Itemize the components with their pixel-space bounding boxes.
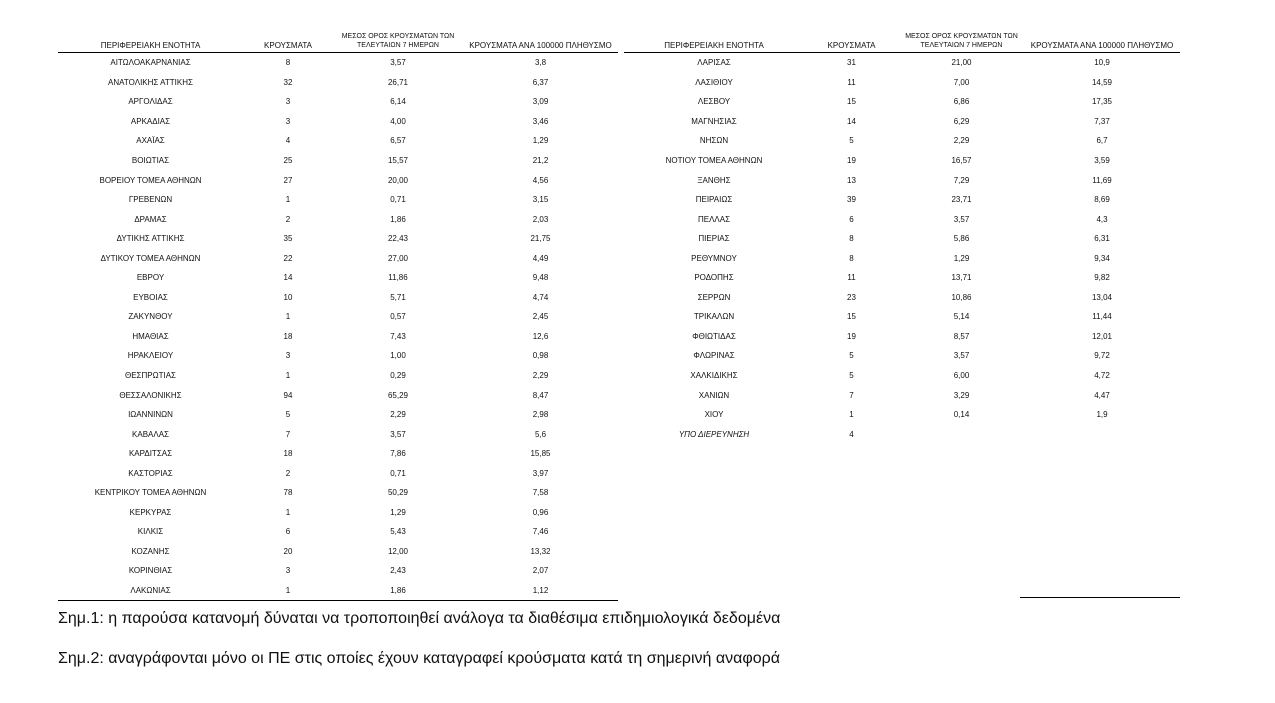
cell-region: ΣΕΡΡΩΝ [697,292,731,302]
cell-region: ΑΡΓΟΛΙΔΑΣ [128,97,173,107]
cell-avg-7days: 13,71 [951,273,972,283]
cell-cases: 5 [849,136,854,146]
cell-region: ΚΟΡΙΝΘΙΑΣ [128,566,173,576]
cell-region: ΤΡΙΚΑΛΩΝ [693,312,735,322]
cell-avg-7days: 3,57 [953,214,970,224]
cell-avg-7days: 21,00 [951,58,972,68]
cell-per-100k: 6,37 [532,77,549,87]
cell-cases: 15 [847,97,856,107]
cell-cases: 31 [847,58,856,68]
cell-cases: 78 [283,488,293,498]
cell-region: ΚΕΡΚΥΡΑΣ [129,507,172,517]
table-row [58,444,618,464]
header-avg-7days [899,26,1024,53]
cell-per-100k: 4,74 [532,292,549,302]
cell-cases: 19 [847,156,856,165]
cell-avg-7days: 7,86 [390,449,406,459]
cell-avg-7days: 6,14 [390,97,406,107]
header-avg-line2: ΤΕΛΕΥΤΑΙΩΝ 7 ΗΜΕΡΩΝ [357,42,439,49]
cell-per-100k: 7,46 [532,527,549,537]
cell-avg-7days: 65,29 [387,390,409,400]
cell-per-100k: 2,98 [532,410,549,420]
cell-cases: 4 [849,429,854,439]
cell-cases: 3 [285,116,291,126]
cell-region: ΛΑΚΩΝΙΑΣ [58,581,243,601]
cell-per-100k: 13,32 [530,546,551,556]
cell-region: ΛΑΣΙΘΙΟΥ [695,77,733,87]
cell-avg-7days: 3,29 [953,390,970,400]
cell-per-100k: 13,04 [1091,292,1113,302]
cell-avg-7days: 15,57 [387,156,409,165]
cell-per-100k: 6,7 [1096,136,1108,146]
cell-per-100k: 6,31 [1094,234,1110,244]
cell-per-100k: 8,69 [1094,195,1110,205]
cell-per-100k: 11,69 [1092,175,1112,185]
cell-cases: 14 [847,116,856,126]
cell-per-100k: 12,6 [532,331,549,341]
cell-cases: 2 [285,214,291,224]
cell-cases: 1 [849,410,854,420]
cell-avg-7days: 6,00 [953,371,970,381]
cell-per-100k: 1,29 [532,136,549,146]
cell-region: ΔΡΑΜΑΣ [134,214,167,224]
cell-region: ΘΕΣΣΑΛΟΝΙΚΗΣ [119,390,182,400]
cell-avg-7days: 6,29 [953,116,970,126]
table-row [624,346,1180,366]
cell-cases: 5 [285,410,291,420]
cell-cases: 7 [849,390,854,400]
cell-per-100k: 10,9 [1094,58,1110,68]
cell-avg-7days: 23,71 [951,195,972,205]
cell-avg-7days: 8,57 [953,331,970,341]
cell-avg-7days: 12,00 [387,546,409,556]
cell-per-100k: 3,97 [532,468,549,478]
cell-per-100k: 5,6 [534,429,547,439]
cell-region: ΦΘΙΩΤΙΔΑΣ [692,331,736,341]
cell-avg-7days: 20,00 [387,175,409,185]
cell-per-100k: 3,59 [1094,156,1110,165]
cell-avg-7days: 7,00 [953,77,970,87]
cell-region: ΞΑΝΘΗΣ [697,175,731,185]
cell-cases: 19 [847,331,856,341]
cell-cases: 14 [283,273,293,283]
table-row [58,151,618,171]
table-row [58,248,618,268]
cell-cases: 18 [283,449,293,459]
cell-per-100k: 9,82 [1094,273,1110,283]
cell-per-100k: 9,34 [1094,253,1110,263]
cell-avg-7days: 0,71 [390,195,406,205]
cell-cases: 11 [847,77,856,87]
cell-avg-7days: 7,43 [390,331,406,341]
cell-cases: 39 [847,195,856,205]
cell-per-100k: 12,01 [1091,331,1113,341]
cell-region: ΧΑΝΙΩΝ [698,390,730,400]
cell-per-100k: 21,75 [530,234,551,244]
cell-cases: 13 [847,175,856,185]
cell-per-100k: 3,09 [532,97,549,107]
cell-cases: 35 [283,234,293,244]
table-row [58,307,618,327]
table-row [624,170,1180,190]
table-row [58,542,618,562]
header-avg-line1: ΜΕΣΟΣ ΟΡΟΣ ΚΡΟΥΣΜΑΤΩΝ ΤΩΝ [341,33,455,40]
cell-avg-7days: 5,43 [390,527,406,537]
cell-avg-7days: 6,57 [390,136,406,146]
cell-avg-7days: 2,29 [390,410,406,420]
table-row [624,405,1180,425]
table-row [58,112,618,132]
cell-per-100k: 1,9 [1096,410,1108,420]
cell-per-100k: 3,15 [532,195,549,205]
cell-cases: 8 [849,253,854,263]
cell-cases: 32 [283,77,293,87]
cell-cases: 25 [283,156,293,165]
cell-cases: 6 [849,214,854,224]
cell-per-100k: 3,8 [534,58,547,68]
table-row [58,405,618,425]
table-row [624,229,1180,249]
cell-cases: 1 [285,312,291,322]
cell-region: ΝΟΤΙΟΥ ΤΟΜΕΑ ΑΘΗΝΩΝ [665,156,763,165]
table-row [624,268,1180,288]
cell-region: ΗΜΑΘΙΑΣ [132,331,169,341]
cell-region: ΦΛΩΡΙΝΑΣ [693,351,735,361]
cell-region: ΒΟΡΕΙΟΥ ΤΟΜΕΑ ΑΘΗΝΩΝ [99,175,202,185]
cell-avg-7days: 0,14 [953,410,970,420]
cell-per-100k: 2,07 [532,566,549,576]
cell-avg-7days: 26,71 [387,77,409,87]
cell-avg-7days: 3,57 [953,351,970,361]
cell-region: ΠΕΛΛΑΣ [697,214,731,224]
cell-region: ΒΟΙΩΤΙΑΣ [131,156,170,165]
cell-region: ΗΡΑΚΛΕΙΟΥ [127,351,174,361]
cell-region: ΙΩΑΝΝΙΝΩΝ [128,410,173,420]
cell-per-100k [1024,424,1180,444]
cell-per-100k: 0,96 [532,507,549,517]
cell-region: ΧΙΟΥ [704,410,724,420]
cell-avg-7days: 5,71 [390,292,406,302]
table-row [624,92,1180,112]
table-row [58,268,618,288]
cell-cases: 11 [847,273,856,283]
cell-region: ΚΑΡΔΙΤΣΑΣ [128,449,173,459]
cell-cases: 1 [285,507,291,517]
table-row [58,561,618,581]
cell-per-100k: 4,56 [532,175,549,185]
cell-cases: 18 [283,331,293,341]
table-header-row [58,26,618,53]
cell-cases: 1 [285,195,291,205]
header-region: ΠΕΡΙΦΕΡΕΙΑΚΗ ΕΝΟΤΗΤΑ [624,26,804,53]
cell-avg-7days [899,424,1024,444]
cell-per-100k: 2,29 [532,371,549,381]
cell-cases: 3 [285,97,291,107]
table-row [58,327,618,347]
cell-cases: 5 [849,371,854,381]
cell-per-100k: 7,58 [532,488,549,498]
note-1: Σημ.1: η παρούσα κατανομή δύναται να τροποποιηθεί ανάλογα τα διαθέσιμα επιδημιολογικά δεδομένα [58,610,781,627]
cell-per-100k: 9,72 [1094,351,1110,361]
cell-region: ΚΑΣΤΟΡΙΑΣ [128,468,173,478]
header-region: ΠΕΡΙΦΕΡΕΙΑΚΗ ΕΝΟΤΗΤΑ [58,26,243,53]
cell-avg-7days: 1,29 [390,507,406,517]
table-body-left [58,53,618,601]
cell-avg-7days: 7,29 [953,175,970,185]
table-row [58,522,618,542]
header-avg-7days [333,26,463,53]
table-row [58,209,618,229]
cell-region: ΕΥΒΟΙΑΣ [133,292,168,302]
header-cases: ΚΡΟΥΣΜΑΤΑ [804,26,899,53]
cell-per-100k: 2,03 [532,214,549,224]
table-row [58,92,618,112]
cell-avg-7days: 1,86 [333,581,463,601]
table-row [58,346,618,366]
cell-avg-7days: 22,43 [387,234,409,244]
cell-avg-7days: 11,86 [388,273,408,283]
cell-region: ΔΥΤΙΚΗΣ ΑΤΤΙΚΗΣ [116,234,185,244]
cell-avg-7days: 1,86 [390,214,406,224]
cell-per-100k: 0,98 [532,351,549,361]
cell-cases: 94 [283,390,293,400]
cell-per-100k: 8,47 [532,390,549,400]
table-row [624,424,1180,444]
table-row [58,366,618,386]
cell-cases: 5 [849,351,854,361]
cell-per-100k: 21,2 [532,156,549,165]
table-row [624,327,1180,347]
cell-cases: 1 [243,581,333,601]
cell-cases: 8 [285,58,291,68]
table-row [624,209,1180,229]
cell-per-100k: 4,72 [1094,371,1110,381]
cell-avg-7days: 2,43 [390,566,406,576]
cell-region: ΚΑΒΑΛΑΣ [132,429,169,439]
note-2: Σημ.2: αναγράφονται μόνο οι ΠΕ στις οποίες έχουν καταγραφεί κρούσματα κατά τη σημερινή αναφορά [58,650,780,667]
table-row [58,503,618,523]
cell-avg-7days: 27,00 [387,253,409,263]
cell-region: ΝΗΣΩΝ [699,136,729,146]
table-row [58,53,618,73]
table-row [58,229,618,249]
cell-avg-7days: 3,57 [390,429,406,439]
table-row [624,385,1180,405]
cell-region: ΠΕΙΡΑΙΩΣ [695,195,733,205]
table-row [58,483,618,503]
header-cases: ΚΡΟΥΣΜΑΤΑ [243,26,333,53]
cases-table-right [624,26,1180,444]
table-header-row [624,26,1180,53]
cell-avg-7days: 0,57 [390,312,406,322]
cell-cases: 3 [285,351,291,361]
cell-per-100k: 1,12 [463,581,618,601]
cell-region: ΚΕΝΤΡΙΚΟΥ ΤΟΜΕΑ ΑΘΗΝΩΝ [94,488,207,498]
table-row [624,190,1180,210]
cell-region: ΠΙΕΡΙΑΣ [698,234,730,244]
cell-per-100k: 9,48 [532,273,549,283]
cell-per-100k: 3,46 [532,116,549,126]
cell-avg-7days: 50,29 [387,488,409,498]
cell-avg-7days: 4,00 [390,116,406,126]
cell-region: ΕΒΡΟΥ [136,273,165,283]
cell-cases: 20 [283,546,293,556]
table-row [624,73,1180,93]
table-row [58,170,618,190]
table-row [58,385,618,405]
table-bottom-rule [1020,597,1180,598]
cell-avg-7days: 1,00 [390,351,406,361]
header-avg-line1: ΜΕΣΟΣ ΟΡΟΣ ΚΡΟΥΣΜΑΤΩΝ ΤΩΝ [905,33,1018,40]
cell-region: ΥΠΟ ΔΙΕΡΕΥΝΗΣΗ [678,429,750,439]
cell-cases: 1 [285,371,291,381]
header-per-100k: ΚΡΟΥΣΜΑΤΑ ΑΝΑ 100000 ΠΛΗΘΥΣΜΟ [1024,26,1180,53]
header-per-100k: ΚΡΟΥΣΜΑΤΑ ΑΝΑ 100000 ΠΛΗΘΥΣΜΟ [463,26,618,53]
cell-avg-7days: 0,71 [390,468,406,478]
cell-cases: 23 [847,292,856,302]
table-row [58,190,618,210]
cell-region: ΡΟΔΟΠΗΣ [694,273,734,283]
cell-avg-7days: 0,29 [390,371,406,381]
cell-per-100k: 4,47 [1094,390,1110,400]
cell-per-100k: 4,3 [1096,214,1108,224]
cases-table-left [58,26,618,601]
cell-region: ΚΟΖΑΝΗΣ [131,546,170,556]
cell-region: ΛΕΣΒΟΥ [697,97,731,107]
cell-avg-7days: 16,57 [951,156,972,165]
cell-cases: 8 [849,234,854,244]
cell-region: ΑΡΚΑΔΙΑΣ [130,116,171,126]
table-row [58,131,618,151]
cell-per-100k: 7,37 [1094,116,1110,126]
cell-per-100k: 17,35 [1091,97,1113,107]
cell-cases: 15 [847,312,856,322]
cell-region: ΑΧΑΪΑΣ [136,136,165,146]
cell-region: ΔΥΤΙΚΟΥ ΤΟΜΕΑ ΑΘΗΝΩΝ [100,253,201,263]
cell-cases: 10 [283,292,293,302]
table-row [58,73,618,93]
table-row [624,307,1180,327]
cell-avg-7days: 5,86 [953,234,970,244]
cell-cases: 3 [285,566,291,576]
cell-avg-7days: 3,57 [390,58,406,68]
cell-avg-7days: 10,86 [951,292,972,302]
cell-per-100k: 2,45 [532,312,549,322]
cell-cases: 7 [285,429,291,439]
cell-region: ΓΡΕΒΕΝΩΝ [128,195,173,205]
cell-region: ΘΕΣΠΡΩΤΙΑΣ [125,371,176,381]
cell-per-100k: 14,59 [1091,77,1113,87]
cell-avg-7days: 2,29 [953,136,970,146]
table-row [624,53,1180,73]
cell-cases: 22 [283,253,293,263]
table-row [58,424,618,444]
cell-avg-7days: 5,14 [953,312,970,322]
table-row [624,288,1180,308]
cell-avg-7days: 1,29 [953,253,970,263]
cell-region: ΑΙΤΩΛΟΑΚΑΡΝΑΝΙΑΣ [110,58,191,68]
table-body-right [624,53,1180,444]
cell-cases: 6 [285,527,291,537]
table-row [58,288,618,308]
cell-cases: 2 [285,468,291,478]
cell-region: ΖΑΚΥΝΘΟΥ [128,312,173,322]
table-row [58,463,618,483]
cell-region: ΧΑΛΚΙΔΙΚΗΣ [690,371,738,381]
cell-region: ΚΙΛΚΙΣ [137,527,164,537]
table-row [624,366,1180,386]
cell-cases: 27 [283,175,293,185]
cell-avg-7days: 6,86 [953,97,970,107]
table-row [58,581,618,601]
table-row [624,248,1180,268]
header-avg-line2: ΤΕΛΕΥΤΑΙΩΝ 7 ΗΜΕΡΩΝ [920,42,1003,49]
cell-region: ΑΝΑΤΟΛΙΚΗΣ ΑΤΤΙΚΗΣ [108,77,193,87]
cell-region: ΡΕΘΥΜΝΟΥ [691,253,737,263]
cell-per-100k: 11,44 [1092,312,1112,322]
cell-region: ΜΑΓΝΗΣΙΑΣ [691,116,737,126]
table-row [624,112,1180,132]
cell-cases: 4 [285,136,291,146]
table-row [624,131,1180,151]
table-row [624,151,1180,171]
cell-per-100k: 4,49 [532,253,549,263]
cell-region: ΛΑΡΙΣΑΣ [697,58,731,68]
cell-per-100k: 15,85 [530,449,551,459]
